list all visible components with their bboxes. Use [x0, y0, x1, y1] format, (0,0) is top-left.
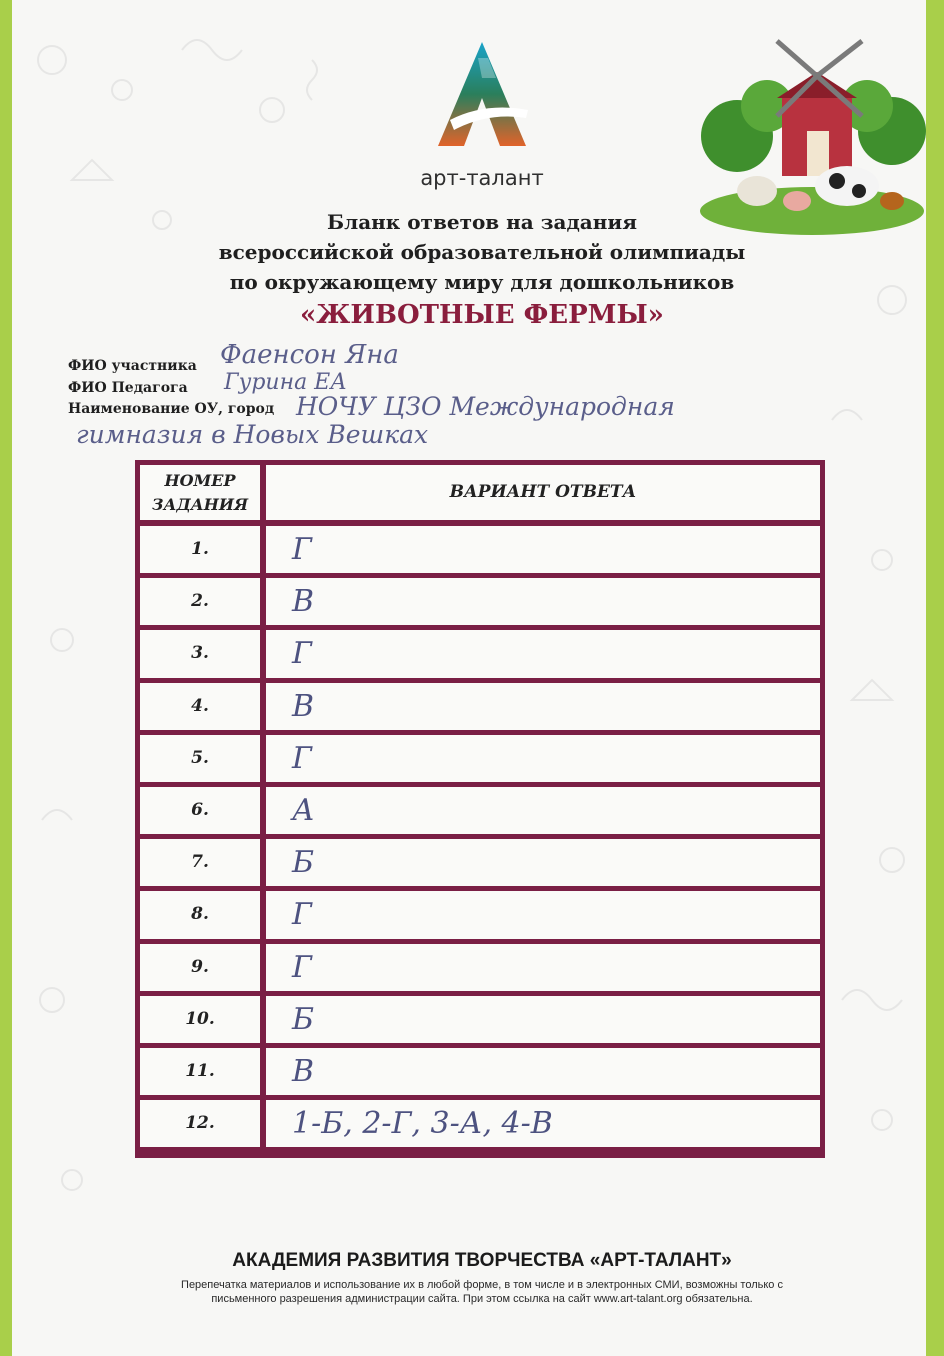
answers-table [135, 460, 825, 1158]
task-number-cell: 6. [140, 787, 260, 834]
participant-name-handwritten: Фаенсон Яна [220, 340, 399, 370]
task-number-cell: 4. [140, 683, 260, 730]
answer-cell-handwritten: Г [266, 735, 820, 782]
form-title-line-2: всероссийской образовательной олимпиады [218, 240, 746, 264]
footer-copyright-note [92, 1278, 872, 1306]
answer-cell-handwritten: А [266, 787, 820, 834]
farm-illustration [697, 36, 927, 236]
teacher-name-handwritten: Гурина ЕА [224, 370, 347, 395]
art-talant-logo [430, 38, 534, 150]
answer-sheet [12, 0, 926, 1356]
answer-cell-handwritten: В [266, 1048, 820, 1095]
task-number-cell: 8. [140, 891, 260, 938]
answer-cell-handwritten: В [266, 683, 820, 730]
form-title-line-3: по окружающему миру для дошкольников [229, 270, 735, 294]
answer-cell-handwritten: Б [266, 839, 820, 886]
footer-note-line-1: Перепечатка материалов и использование их в любой форме, в том числе и в электронных СМИ, возможны только с [181, 1279, 783, 1291]
institution-label: Наименование ОУ, город [68, 401, 275, 417]
column-header-task-number-line-1: НОМЕР [164, 471, 236, 490]
teacher-label: ФИО Педагога [68, 380, 188, 396]
task-number-cell: 7. [140, 839, 260, 886]
task-number-cell: 10. [140, 996, 260, 1043]
answer-cell-handwritten: В [266, 578, 820, 625]
footer-title: АКАДЕМИЯ РАЗВИТИЯ ТВОРЧЕСТВА «АРТ-ТАЛАНТ» [232, 1250, 732, 1271]
participant-label: ФИО участника [68, 358, 197, 374]
task-number-cell: 12. [140, 1100, 260, 1147]
answer-cell-handwritten: Г [266, 891, 820, 938]
task-number-cell: 3. [140, 630, 260, 677]
footer-note-line-2: письменного разрешения администрации сайта. При этом ссылка на сайт www.art-talant.org обязательна. [211, 1293, 753, 1305]
task-number-cell: 9. [140, 944, 260, 991]
form-title-line-1: Бланк ответов на задания [327, 210, 637, 234]
institution-handwritten-line-2: гимназия в Новых Вешках [76, 420, 429, 449]
answer-cell-handwritten: Г [266, 944, 820, 991]
task-number-cell: 1. [140, 526, 260, 573]
answer-cell-handwritten: Г [266, 526, 820, 573]
task-number-cell: 11. [140, 1048, 260, 1095]
task-number-cell: 2. [140, 578, 260, 625]
answer-cell-handwritten: Г [266, 630, 820, 677]
olympiad-name: «ЖИВОТНЫЕ ФЕРМЫ» [300, 300, 664, 330]
task-number-cell: 5. [140, 735, 260, 782]
column-header-task-number-line-2: ЗАДАНИЯ [151, 495, 249, 514]
answer-cell-handwritten: Б [266, 996, 820, 1043]
column-header-answer: ВАРИАНТ ОТВЕТА [266, 465, 820, 520]
logo-text: арт-талант [420, 166, 544, 190]
column-header-task-number [140, 465, 260, 520]
answer-cell-handwritten: 1-Б, 2-Г, 3-А, 4-В [266, 1100, 820, 1147]
institution-handwritten-line-1: НОЧУ ЦЗО Международная [296, 392, 675, 421]
